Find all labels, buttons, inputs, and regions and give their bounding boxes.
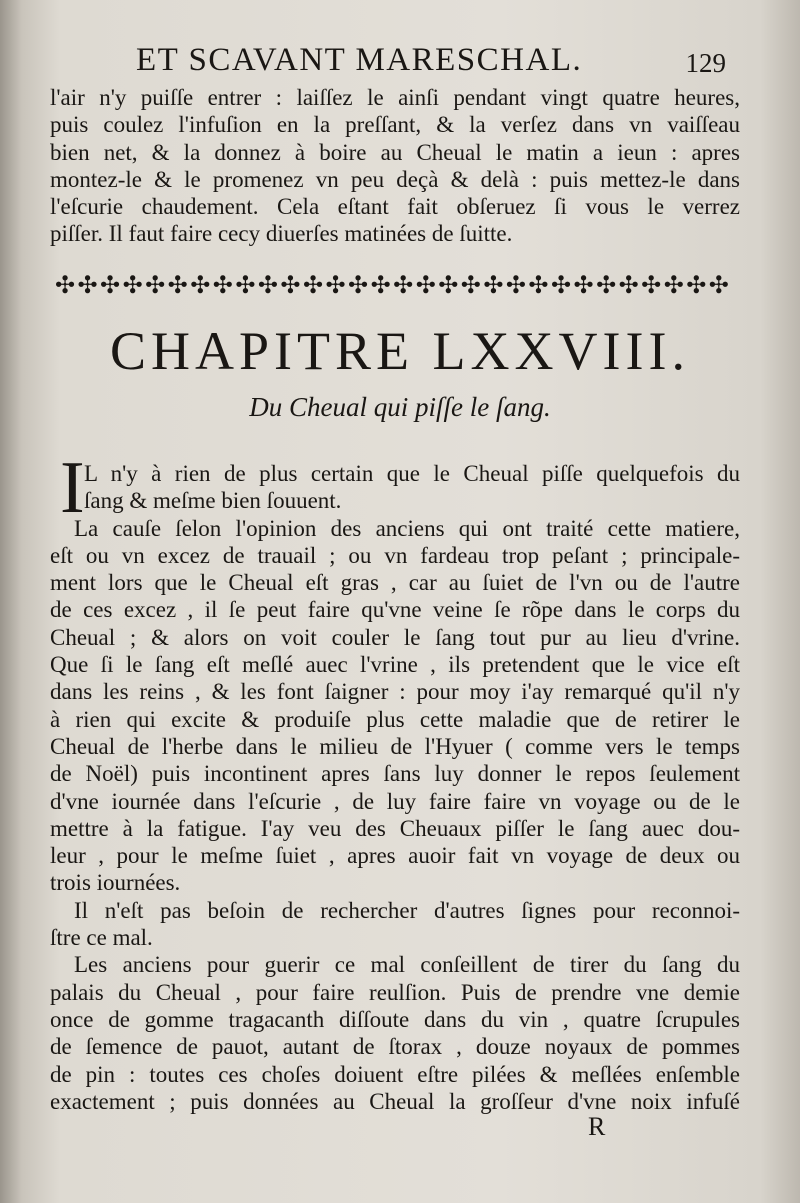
page-number: 129	[685, 48, 726, 78]
running-head	[136, 42, 726, 82]
text-line: montez-le & le promenez vn peu deçà & delà : puis mettez-le dans	[50, 166, 740, 192]
fleuron-icon: ✣	[528, 271, 549, 299]
text-line: de Noël) puis incontinent apres ſans luy donner le repos ſeulement	[50, 761, 740, 787]
fleuron-icon: ✣	[618, 271, 639, 299]
fleuron-icon: ✣	[100, 271, 121, 299]
text-line: l'air n'y puiſſe entrer : laiſſez le ainſi pendant vingt quatre heures,	[50, 85, 740, 110]
chapter-subtitle: Du Cheual qui piſſe le ſang.	[249, 392, 551, 422]
text-line: Que ſi le ſang eſt meſlé auec l'vrine , ils pretendent que le vice eſt	[50, 652, 740, 678]
fleuron-icon: ✣	[145, 271, 166, 299]
chapter-title: CHAPITRE LXXVIII.	[110, 321, 690, 381]
fleuron-icon: ✣	[438, 271, 459, 299]
fleuron-icon: ✣	[167, 271, 188, 299]
running-title: ET SCAVANT MARESCHAL.	[136, 42, 583, 78]
fleuron-icon: ✣	[370, 271, 391, 299]
text-line: d'vne iournée dans l'eſcurie , de luy faire faire vn voyage ou de le	[50, 788, 740, 814]
text-line: de ces excez , il ſe peut faire qu'vne veine ſe rõpe dans le corps du	[50, 597, 740, 623]
fleuron-icon: ✣	[325, 271, 346, 299]
chapter-body	[50, 447, 740, 1115]
fleuron-icon: ✣	[641, 271, 662, 299]
fleuron-icon: ✣	[212, 271, 233, 299]
top-paragraph	[50, 84, 740, 248]
text-line: dans les reins , & les font ſaigner : pour moy i'ay remarqué qu'il n'y	[50, 679, 740, 705]
fleuron-icon: ✣	[460, 271, 481, 299]
fleuron-icon: ✣	[190, 271, 211, 299]
text-line: Il n'eſt pas beſoin de rechercher d'autres ſignes pour reconnoi-	[74, 897, 740, 923]
fleuron-icon: ✣	[77, 271, 98, 299]
text-line: palais du Cheual , pour faire reulſion. Puis de prendre vne demie	[50, 979, 740, 1005]
fleuron-icon: ✣	[348, 271, 369, 299]
fleuron-icon: ✣	[280, 271, 301, 299]
fleuron-icon: ✣	[708, 271, 729, 299]
text-line: L n'y à rien de plus certain que le Cheual piſſe quelquefois du	[84, 461, 740, 486]
text-line: de ſemence de pauot, autant de ſtorax , douze noyaux de pommes	[50, 1034, 740, 1060]
text-line: once de gomme tragacanth diſſoute dans du vin , quatre ſcrupules	[50, 1006, 740, 1032]
fleuron-icon: ✣	[257, 271, 278, 299]
fleuron-ornament-band	[54, 268, 730, 302]
text-line: eſt ou vn excez de trauail ; ou vn fardeau trop peſant ; principale-	[50, 542, 740, 568]
fleuron-icon: ✣	[596, 271, 617, 299]
fleuron-icon: ✣	[483, 271, 504, 299]
text-line: ſtre ce mal.	[50, 925, 153, 951]
fleuron-icon: ✣	[302, 271, 324, 299]
fleuron-icon: ✣	[573, 271, 594, 299]
fleuron-icon: ✣	[686, 271, 707, 299]
fleuron-icon: ✣	[663, 271, 684, 299]
text-line: exactement ; puis données au Cheual la groſſeur d'vne noix infuſé	[50, 1088, 740, 1114]
fleuron-icon: ✣	[235, 271, 256, 299]
text-line: trois iournées.	[50, 870, 181, 896]
text-line: La cauſe ſelon l'opinion des anciens qui ont traité cette matiere,	[74, 515, 740, 541]
text-line: puis coulez l'infuſion en la preſſant, & la verſez dans vn vaiſſeau	[50, 112, 740, 138]
text-line: à rien qui excite & produiſe plus cette maladie que de retirer le	[50, 706, 740, 732]
text-line: Cheual ; & alors on voit couler le ſang tout pur au lieu d'vrine.	[50, 624, 740, 650]
fleuron-icon: ✣	[505, 271, 526, 299]
text-line: piſſer. Il faut faire cecy diuerſes matinées de ſuitte.	[50, 221, 513, 247]
fleuron-icon: ✣	[54, 271, 76, 299]
text-line: leur , pour le meſme ſuiet , apres auoir fait vn voyage de deux ou	[50, 843, 740, 869]
signature-mark: R	[588, 1112, 606, 1141]
text-line: Cheual de l'herbe dans le milieu de l'Hyuer ( comme vers le temps	[50, 733, 740, 759]
fleuron-icon: ✣	[550, 271, 572, 299]
fleuron-icon: ✣	[393, 271, 414, 299]
text-line: de pin : toutes ces choſes doiuent eſtre pilées & meſlées enſemble	[50, 1061, 740, 1087]
text-line: mettre à la fatigue. I'ay veu des Cheuaux piſſer le ſang auec dou-	[50, 815, 740, 841]
text-line: ſang & meſme bien ſouuent.	[84, 488, 342, 514]
text-line: l'eſcurie chaudement. Cela eſtant fait obſeruez ſi vous le verrez	[50, 194, 740, 220]
drop-cap: I	[60, 447, 85, 529]
fleuron-icon: ✣	[122, 271, 143, 299]
fleuron-icon: ✣	[415, 271, 436, 299]
text-line: ment lors que le Cheual eſt gras , car au ſuiet de l'vn ou de l'autre	[50, 570, 740, 596]
text-line: bien net, & la donnez à boire au Cheual le matin a ieun : apres	[50, 139, 740, 165]
text-line: Les anciens pour guerir ce mal conſeillent de tirer du ſang du	[74, 952, 740, 978]
